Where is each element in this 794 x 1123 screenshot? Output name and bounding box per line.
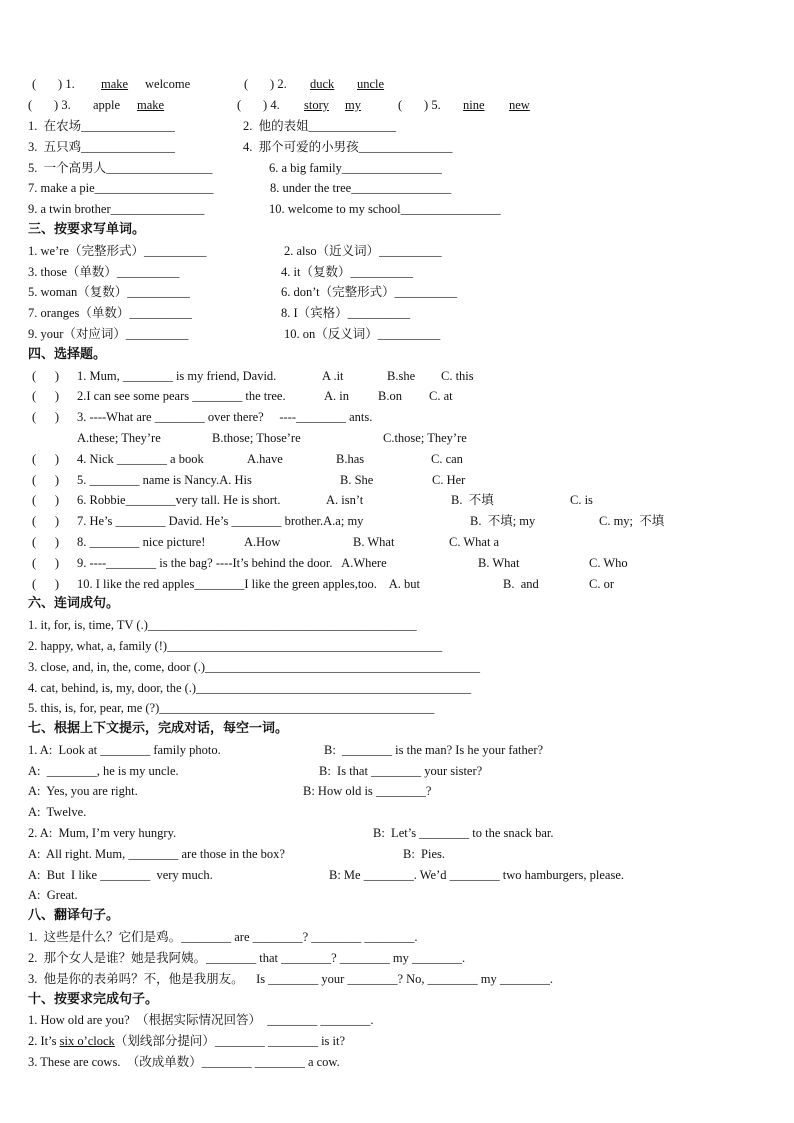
answer-blank[interactable]: ( ) — [32, 535, 60, 549]
dialog-line — [0, 781, 794, 801]
answer-blank[interactable]: ( ) 3. — [28, 98, 71, 112]
dialog-line — [0, 885, 794, 905]
dialog-line — [0, 761, 794, 781]
question-stem: 6. Robbie________very tall. He is short. — [77, 493, 281, 507]
sentence-line — [0, 615, 794, 635]
word-row — [0, 282, 794, 302]
option-b: B.on — [378, 389, 402, 403]
mc-question — [0, 511, 794, 531]
sentence-item[interactable]: 2. happy, what, a, family (!)____________________________________________ — [28, 639, 443, 653]
option-a: A.have — [247, 452, 283, 466]
phonics-word: welcome — [145, 77, 191, 91]
sentence-line — [0, 698, 794, 718]
option-b: B. What — [353, 535, 395, 549]
mc-question — [0, 574, 794, 594]
answer-blank[interactable]: ( ) — [32, 389, 60, 403]
phrase-row — [0, 178, 794, 198]
question-stem: 5. ________ name is Nancy.A. His — [77, 473, 252, 487]
translate-item[interactable]: 1. 这些是什么？它们是鸡。________ are ________? ________ ________. — [28, 930, 418, 944]
phonics-word: uncle — [357, 77, 385, 91]
answer-blank[interactable]: ( ) 1. — [32, 77, 75, 91]
word-item[interactable]: 7. oranges（单数）__________ — [28, 306, 192, 320]
phonics-word: story — [304, 98, 329, 112]
answer-blank[interactable]: ( ) — [32, 556, 60, 570]
word-item[interactable]: 10. on（反义词）__________ — [284, 327, 441, 341]
answer-blank[interactable]: ( ) 5. — [398, 98, 441, 112]
word-item[interactable]: 5. woman（复数）__________ — [28, 285, 190, 299]
sentence-line — [0, 657, 794, 677]
sentence-item[interactable]: 3. close, and, in, the, come, door (.)____________________________________________ — [28, 660, 481, 674]
section-7-title — [0, 719, 794, 739]
dialog-line — [0, 865, 794, 885]
phonics-word: my — [345, 98, 361, 112]
phrase-item[interactable]: 5. 一个高男人_________________ — [28, 161, 213, 175]
mc-question — [0, 553, 794, 573]
dialog-b[interactable]: B: Me ________. We’d ________ two hamburgers, please. — [329, 868, 625, 882]
option-b: B.has — [336, 452, 365, 466]
word-item[interactable]: 6. don’t（完整形式）__________ — [281, 285, 458, 299]
sentence-item[interactable]: 1. it, for, is, time, TV (.)___________________________________________ — [28, 618, 417, 632]
sentence-item[interactable]: 5. this, is, for, pear, me (?)____________________________________________ — [28, 701, 435, 715]
section-title: 十、按要求完成句子。 — [28, 992, 159, 1007]
question-stem: 1. Mum, ________ is my friend, David. — [77, 369, 277, 383]
section-6-title — [0, 594, 794, 614]
option-c: C. Who — [589, 556, 628, 570]
dialog-b[interactable]: B: Is that ________ your sister? — [319, 764, 483, 778]
option-c: C. my; 不填 — [599, 514, 665, 528]
dialog-a[interactable]: A: ________, he is my uncle. — [28, 764, 179, 778]
mc-question — [0, 470, 794, 490]
translate-item[interactable]: 2. 那个女人是谁？她是我阿姨。________ that ________? ________ my ________. — [28, 951, 466, 965]
option-c: C. is — [570, 493, 593, 507]
answer-blank[interactable]: ( ) 2. — [244, 77, 287, 91]
option-c: C. or — [589, 577, 614, 591]
sentence-item[interactable]: 4. cat, behind, is, my, door, the (.)____________________________________________ — [28, 681, 472, 695]
word-item[interactable]: 8. I（宾格）__________ — [281, 306, 411, 320]
underlined-phrase: six o’clock — [59, 1034, 115, 1048]
answer-blank[interactable]: ( ) — [32, 452, 60, 466]
translate-line — [0, 948, 794, 968]
phrase-row — [0, 116, 794, 136]
dialog-a[interactable]: A: Great. — [28, 888, 78, 902]
option-a: A .it — [322, 369, 344, 383]
dialog-a[interactable]: A: All right. Mum, ________ are those in the box? — [28, 847, 285, 861]
option-b: B. 不填; my — [470, 514, 536, 528]
phrase-row — [0, 199, 794, 219]
complete-item[interactable]: 1. How old are you? （根据实际情况回答） ________ ________. — [28, 1013, 374, 1027]
dialog-b[interactable]: B: ________ is the man? Is he your father? — [324, 743, 544, 757]
section-title: 七、根据上下文提示，完成对话，每空一词。 — [28, 721, 289, 736]
phonics-row-1 — [0, 74, 794, 94]
phrase-row — [0, 137, 794, 157]
complete-item[interactable] — [28, 1031, 345, 1051]
word-row — [0, 324, 794, 344]
option-a: A.How — [244, 535, 281, 549]
mc-question — [0, 386, 794, 406]
phonics-word: make — [137, 98, 165, 112]
word-item[interactable]: 2. also（近义词）__________ — [284, 244, 442, 258]
question-stem: 2.I can see some pears ________ the tree. — [77, 389, 286, 403]
mc-question — [0, 407, 794, 427]
section-10-title — [0, 990, 794, 1010]
dialog-line — [0, 844, 794, 864]
mc-question — [0, 449, 794, 469]
dialog-line — [0, 802, 794, 822]
dialog-a[interactable]: A: Yes, you are right. — [28, 784, 138, 798]
dialog-line — [0, 823, 794, 843]
question-stem: 7. He’s ________ David. He’s ________ brother.A.a; my — [77, 514, 364, 528]
dialog-b[interactable]: B: Let’s ________ to the snack bar. — [373, 826, 554, 840]
option-b: B. She — [340, 473, 374, 487]
translate-line — [0, 927, 794, 947]
section-title: 六、连词成句。 — [28, 596, 120, 611]
phrase-item[interactable]: 1. 在农场_______________ — [28, 119, 175, 133]
word-item[interactable]: 1. we’re（完整形式）__________ — [28, 244, 207, 258]
word-item[interactable]: 9. your（对应词）__________ — [28, 327, 189, 341]
answer-blank[interactable]: ( ) — [32, 410, 60, 424]
dialog-a[interactable]: 2. A: Mum, I’m very hungry. — [28, 826, 177, 840]
option-c: C. Her — [432, 473, 466, 487]
question-stem: 4. Nick ________ a book — [77, 452, 204, 466]
complete-suffix: （划线部分提问）________ ________ is it? — [114, 1034, 346, 1048]
option-c: C. What a — [449, 535, 500, 549]
dialog-a[interactable]: A: Twelve. — [28, 805, 87, 819]
complete-item[interactable]: 3. These are cows. （改成单数）________ ________ a cow. — [28, 1055, 340, 1069]
phrase-item[interactable]: 3. 五只鸡_______________ — [28, 140, 175, 154]
question-stem: 10. I like the red apples________I like the green apples,too. A. but — [77, 577, 420, 591]
mc-question — [0, 490, 794, 510]
answer-blank[interactable]: ( ) — [32, 493, 60, 507]
word-row — [0, 262, 794, 282]
mc-question — [0, 532, 794, 552]
phrase-item[interactable]: 8. under the tree________________ — [270, 181, 452, 195]
section-title: 八、翻译句子。 — [28, 908, 120, 923]
phrase-row — [0, 158, 794, 178]
section-4-title — [0, 345, 794, 365]
phonics-word: make — [101, 77, 129, 91]
translate-item[interactable]: 3. 他是你的表弟吗？不，他是我朋友。 Is ________ your ________? No, ________ my ________. — [28, 972, 553, 986]
option-b: B. and — [503, 577, 539, 591]
word-row — [0, 241, 794, 261]
dialog-line — [0, 740, 794, 760]
phrase-item[interactable]: 10. welcome to my school________________ — [269, 202, 501, 216]
answer-blank[interactable]: ( ) — [32, 577, 60, 591]
option-b: B.those; Those’re — [212, 431, 301, 445]
dialog-b[interactable]: B: How old is ________? — [303, 784, 432, 798]
phrase-item[interactable]: 4. 那个可爱的小男孩_______________ — [243, 140, 453, 154]
answer-blank[interactable]: ( ) — [32, 369, 60, 383]
question-stem: 8. ________ nice picture! — [77, 535, 206, 549]
sentence-line — [0, 678, 794, 698]
section-3-title — [0, 220, 794, 240]
option-c: C. at — [429, 389, 453, 403]
section-title: 四、选择题。 — [28, 347, 107, 362]
complete-line — [0, 1031, 794, 1051]
phonics-word: nine — [463, 98, 485, 112]
phrase-item[interactable]: 7. make a pie___________________ — [28, 181, 214, 195]
option-c: C. can — [431, 452, 463, 466]
question-stem: 3. ----What are ________ over there? ----________ ants. — [77, 410, 373, 424]
dialog-b[interactable]: B: Pies. — [403, 847, 446, 861]
option-c: C.those; They’re — [383, 431, 467, 445]
section-title: 三、按要求写单词。 — [28, 222, 146, 237]
option-b: B.she — [387, 369, 416, 383]
phonics-row-2 — [0, 95, 794, 115]
option-a: A. in — [324, 389, 349, 403]
complete-line — [0, 1010, 794, 1030]
option-c: C. this — [441, 369, 474, 383]
section-8-title — [0, 906, 794, 926]
question-stem: 9. ----________ is the bag? ----It’s behind the door. A.Where — [77, 556, 387, 570]
option-a: A. isn’t — [326, 493, 364, 507]
complete-prefix: 2. It’s — [28, 1034, 60, 1048]
translate-line — [0, 969, 794, 989]
word-item[interactable]: 4. it（复数）__________ — [281, 265, 413, 279]
phonics-word: duck — [310, 77, 335, 91]
sentence-line — [0, 636, 794, 656]
complete-line — [0, 1052, 794, 1072]
word-row — [0, 303, 794, 323]
answer-blank[interactable]: ( ) — [32, 473, 60, 487]
option-b: B. 不填 — [451, 493, 494, 507]
phonics-word: new — [509, 98, 530, 112]
phrase-item[interactable]: 2. 他的表姐______________ — [243, 119, 397, 133]
phrase-item[interactable]: 9. a twin brother_______________ — [28, 202, 205, 216]
mc-question — [0, 366, 794, 386]
answer-blank[interactable]: ( ) — [32, 514, 60, 528]
word-item[interactable]: 3. those（单数）__________ — [28, 265, 180, 279]
phrase-item[interactable]: 6. a big family________________ — [269, 161, 442, 175]
phonics-word: apple — [93, 98, 121, 112]
option-b: B. What — [478, 556, 520, 570]
answer-blank[interactable]: ( ) 4. — [237, 98, 280, 112]
dialog-a[interactable]: 1. A: Look at ________ family photo. — [28, 743, 221, 757]
option-a: A.these; They’re — [77, 431, 161, 445]
mc-options — [0, 428, 794, 448]
dialog-a[interactable]: A: But I like ________ very much. — [28, 868, 213, 882]
